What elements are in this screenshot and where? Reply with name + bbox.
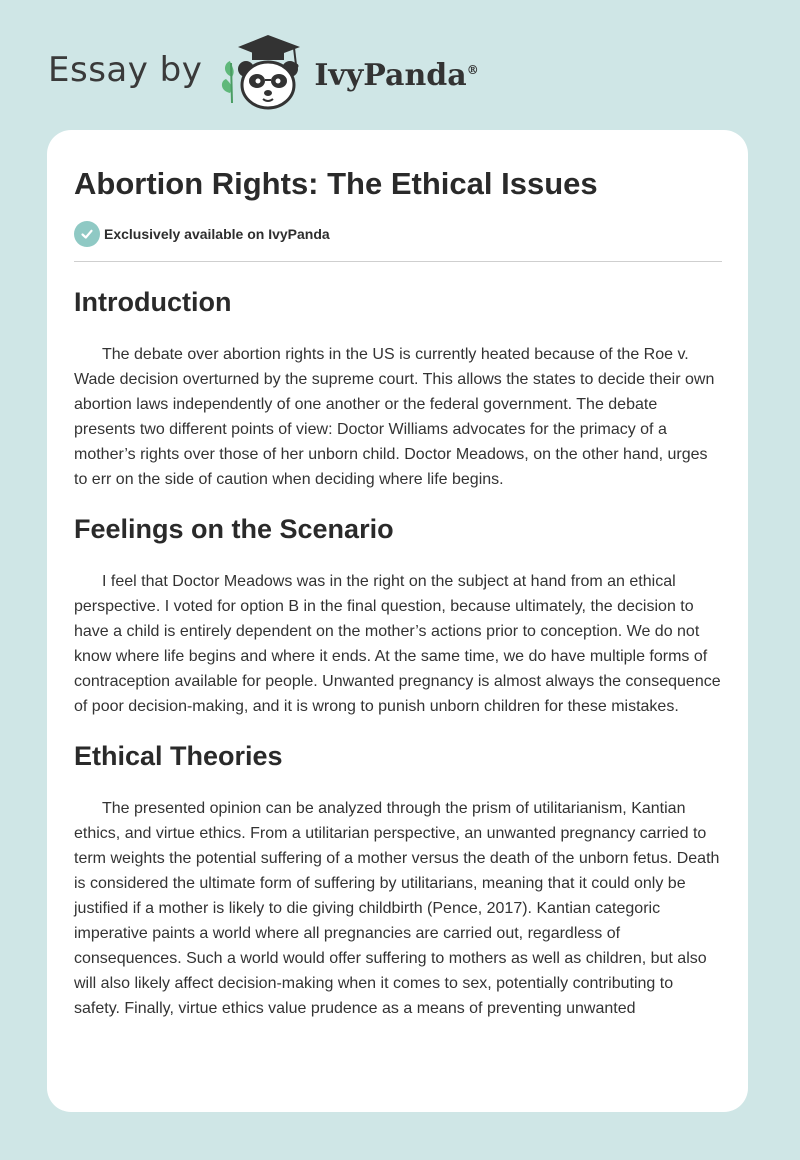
- section-heading-introduction: Introduction: [74, 287, 232, 317]
- site-header: [48, 32, 479, 112]
- registered-mark: ®: [466, 62, 479, 77]
- section-paragraph-ethical-theories: The presented opinion can be analyzed through the prism of utilitarianism, Kantian ethics, and virtue ethics. From a utilitarian perspective, an unwanted pregnancy carried to term weights the potential suffering of a mother versus the death of the unborn fetus. Death is considered the ultimate form of suffering by utilitarians, meaning that it could only be justified if a mother is likely to die giving childbirth (Pence, 2017). Kantian categoric imperative paints a world where all pregnancies are carried out, regardless of consequences. Such a world would offer suffering to mothers as well as children, but also will also likely affect decision-making when it comes to sex, potentially contributing to safety. Finally, virtue ethics value prudence as a means of preventing unwanted: [74, 800, 720, 1017]
- essay-card: [47, 130, 748, 1112]
- section-heading-feelings: Feelings on the Scenario: [74, 514, 394, 544]
- page-title: Abortion Rights: The Ethical Issues: [74, 166, 598, 201]
- badge-text: Exclusively available on IvyPanda: [104, 226, 330, 242]
- exclusive-badge: [74, 221, 722, 247]
- brand-name[interactable]: IvyPanda®: [314, 57, 479, 93]
- panda-graduate-icon: [218, 33, 310, 111]
- section-paragraph-feelings: I feel that Doctor Meadows was in the right on the subject at hand from an ethical perspective. I voted for option B in the final question, because ultimately, the decision to have a child is entirely dependent on the mother’s actions prior to conception. We do not know where life begins and where it ends. At the same time, we do have multiple forms of contraception available for people. Unwanted pregnancy is almost always the consequence of poor decision-making, and it is wrong to punish unborn children for these mistakes.: [74, 573, 721, 715]
- divider: [74, 261, 722, 262]
- section-heading-ethical-theories: Ethical Theories: [74, 741, 283, 771]
- essay-by-label: Essay by: [48, 50, 203, 90]
- section-paragraph-introduction: The debate over abortion rights in the US is currently heated because of the Roe v. Wade decision overturned by the supreme court. This allows the states to decide their own abortion laws independently of one another or the federal government. The debate presents two different points of view: Doctor Williams advocates for the primacy of a mother’s rights over those of her unborn child. Doctor Meadows, on the other hand, urges to err on the side of caution when deciding where life begins.: [74, 346, 715, 488]
- check-icon: [74, 221, 100, 247]
